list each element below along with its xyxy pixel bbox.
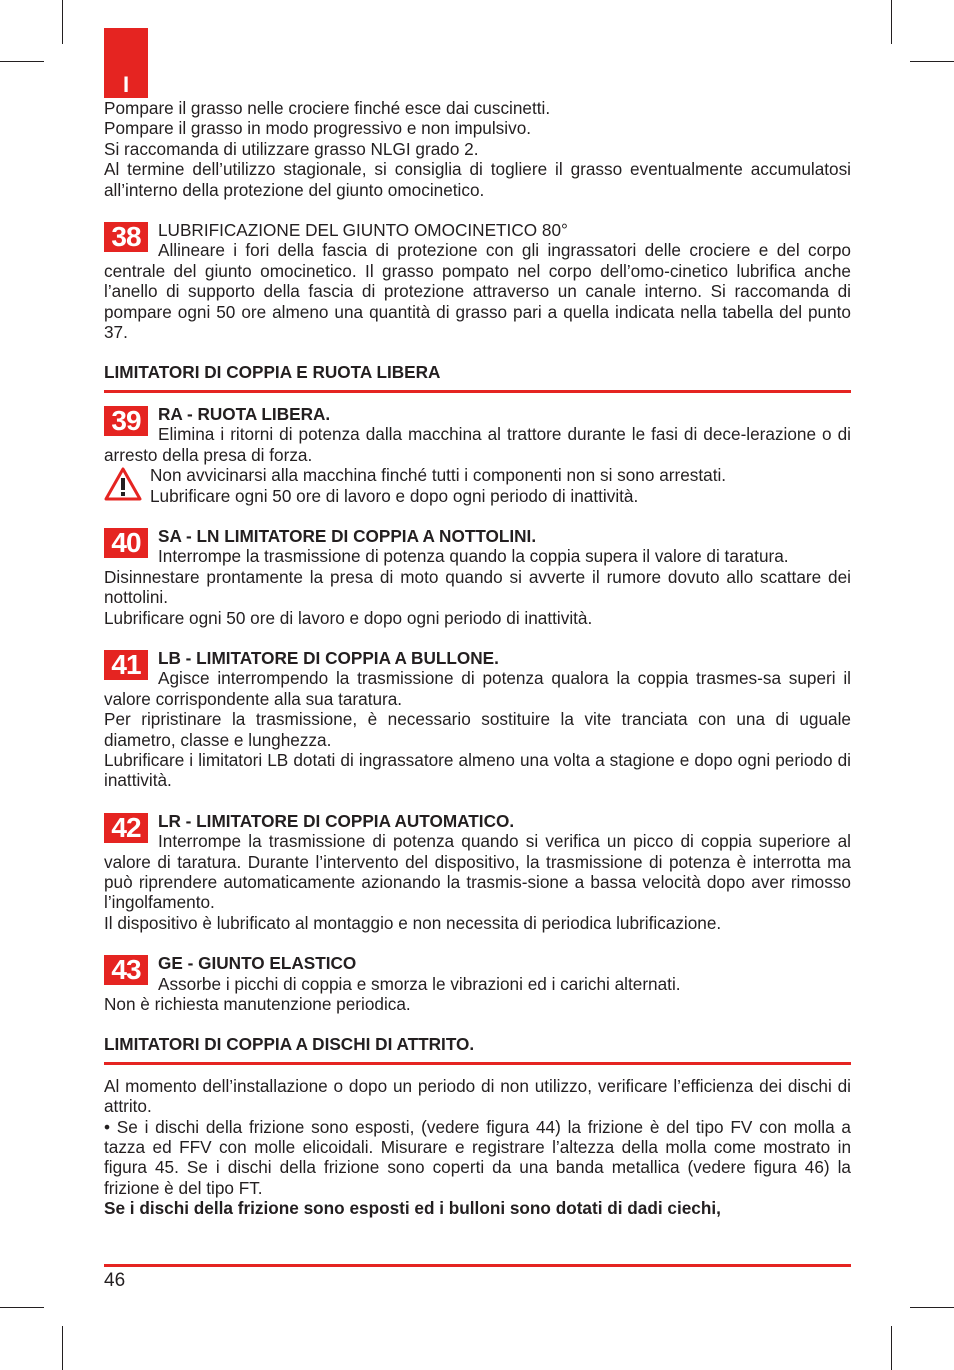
item-number-badge: 42	[104, 813, 148, 843]
crop-mark	[0, 1307, 44, 1308]
intro-line: Pompare il grasso nelle crociere finché esce dai cuscinetti.	[104, 98, 551, 118]
intro-line: Al termine dell’utilizzo stagionale, si consiglia di togliere il grasso eventualmente accumulatosi all’interno della protezione del giunto omocinetico.	[104, 159, 851, 200]
item-text: Allineare i fori della fascia di protezione con gli ingrassatori delle crociere e del corpo centrale del giunto omocinetico. Il grasso pompato nel corpo dell’omo-cinetico lubrifica anche l’anello di supporto della fascia di protezione attraverso un canale interno. Si raccomanda di pompare ogni 50 ore almeno una quantità di grasso pari a quella indicata nella tabella del punto 37.	[104, 240, 851, 343]
footer-divider	[104, 1264, 851, 1267]
item-text: Agisce interrompendo la trasmissione di potenza qualora la coppia trasmes-sa superi il valore corrispondente alla sua taratura.	[104, 668, 851, 709]
body-paragraph: • Se i dischi della frizione sono esposti, (vedere figura 44) la frizione è del tipo FV con molla a tazza ed FFV con molle elicoidali. Misurare e registrare l’altezza della molla come mostrato in figura 45. Se i dischi della frizione sono coperti da una banda metallica (vedere figura 46) la frizione è del tipo FT.	[104, 1116, 851, 1198]
item-38	[104, 220, 851, 342]
item-41	[104, 648, 851, 791]
section-divider	[104, 1062, 851, 1065]
page-number: 46	[104, 1270, 126, 1291]
item-39	[104, 404, 851, 506]
item-text: Interrompe la trasmissione di potenza quando si verifica un picco di coppia superiore al valore di taratura. Durante l’intervento del dispositivo, la trasmissione di potenza è interrotta ma può riprendere automaticamente azionando la trasmis-sione a bassa velocità dopo aver rimosso l’ingolfamento.	[104, 831, 851, 913]
item-number-badge: 41	[104, 650, 148, 680]
item-40	[104, 526, 851, 628]
item-text: Disinnestare prontamente la presa di moto quando si avverte il rumore dovuto allo scattare dei nottolini.	[104, 566, 851, 608]
item-text: Interrompe la trasmissione di potenza quando la coppia supera il valore di taratura.	[158, 546, 789, 567]
crop-mark	[891, 1326, 892, 1370]
warning-text: Non avvicinarsi alla macchina finché tutti i componenti non si sono arrestati.	[150, 465, 727, 486]
item-text: Non è richiesta manutenzione periodica.	[104, 994, 411, 1015]
body-paragraph-bold: Se i dischi della frizione sono esposti ed i bulloni sono dotati di dadi ciechi,	[104, 1198, 721, 1219]
item-title: LUBRIFICAZIONE DEL GIUNTO OMOCINETICO 80°	[158, 220, 568, 241]
item-number-badge: 43	[104, 955, 148, 985]
item-title: LB - LIMITATORE DI COPPIA A BULLONE.	[158, 647, 499, 668]
item-number-badge: 38	[104, 222, 148, 252]
item-text: Lubrificare i limitatori LB dotati di ingrassatore almeno una volta a stagione e dopo ogni periodo di inattività.	[104, 749, 851, 791]
item-title: RA - RUOTA LIBERA.	[158, 403, 331, 424]
section-title: LIMITATORI DI COPPIA E RUOTA LIBERA	[104, 362, 441, 383]
crop-mark	[62, 1326, 63, 1370]
item-title: LR - LIMITATORE DI COPPIA AUTOMATICO.	[158, 810, 515, 831]
intro-line: Pompare il grasso in modo progressivo e non impulsivo.	[104, 118, 532, 139]
crop-mark	[891, 0, 892, 44]
section-title: LIMITATORI DI COPPIA A DISCHI DI ATTRITO.	[104, 1034, 475, 1055]
intro-line: Si raccomanda di utilizzare grasso NLGI grado 2.	[104, 138, 479, 159]
language-tab: I	[104, 28, 148, 98]
warning-icon	[104, 467, 142, 501]
item-text: Per ripristinare la trasmissione, è necessario sostituire la vite tranciata con una di uguale diametro, classe e lunghezza.	[104, 709, 851, 750]
item-title: SA - LN LIMITATORE DI COPPIA A NOTTOLINI.	[158, 525, 537, 546]
item-text: Elimina i ritorni di potenza dalla macchina al trattore durante le fasi di dece-lerazione o di arresto della presa di forza.	[104, 424, 851, 465]
warning-text: Lubrificare ogni 50 ore di lavoro e dopo ogni periodo di inattività.	[150, 485, 639, 506]
crop-mark	[0, 61, 44, 62]
item-title: GE - GIUNTO ELASTICO	[158, 953, 357, 974]
item-number-badge: 39	[104, 406, 148, 436]
page-content	[104, 98, 851, 1219]
crop-mark	[910, 1307, 954, 1308]
body-paragraph: Al momento dell’installazione o dopo un periodo di non utilizzo, verificare l’efficienza dei dischi di attrito.	[104, 1075, 851, 1117]
crop-mark	[62, 0, 63, 44]
crop-mark	[910, 61, 954, 62]
item-number-badge: 40	[104, 528, 148, 558]
item-42	[104, 811, 851, 933]
warning-block	[104, 465, 851, 506]
item-text: Il dispositivo è lubrificato al montaggio e non necessita di periodica lubrificazione.	[104, 912, 722, 933]
item-text: Lubrificare ogni 50 ore di lavoro e dopo ogni periodo di inattività.	[104, 607, 593, 628]
section-divider	[104, 390, 851, 393]
item-43	[104, 953, 851, 1014]
item-text: Assorbe i picchi di coppia e smorza le vibrazioni ed i carichi alternati.	[158, 973, 681, 994]
